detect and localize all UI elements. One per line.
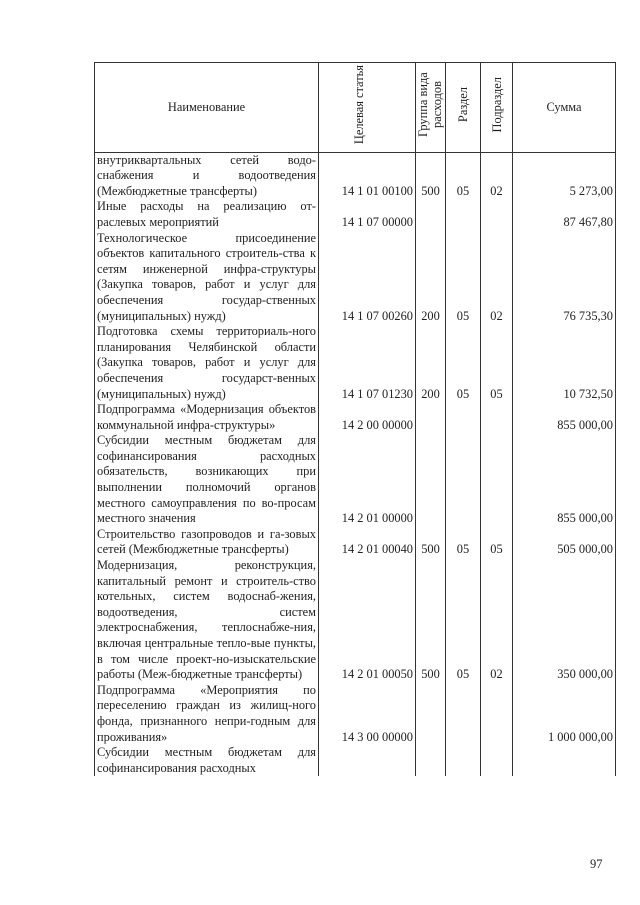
row-subsection: 02 <box>481 558 513 683</box>
budget-table <box>94 62 616 776</box>
row-target-code: 14 1 01 00100 <box>319 152 416 199</box>
row-sum: 5 273,00 <box>513 152 616 199</box>
row-section: 05 <box>446 324 481 402</box>
row-name: Технологическое присоединение объектов капитального строитель-ства к сетям инженерной инфра-структуры (Закупка товаров, работ и услуг для обеспечения государ-ственных (муниципальных) нужд) <box>95 231 319 325</box>
header-target: Целевая статья <box>319 63 416 153</box>
row-section <box>446 433 481 527</box>
row-target-code: 14 2 01 00040 <box>319 527 416 558</box>
row-subsection <box>481 402 513 433</box>
table-row <box>95 527 616 558</box>
header-sum: Сумма <box>513 63 616 153</box>
row-sum <box>513 745 616 776</box>
row-sum: 505 000,00 <box>513 527 616 558</box>
row-sum: 87 467,80 <box>513 199 616 230</box>
row-name: внутриквартальных сетей водо-снабжения и водоотведения (Межбюджетные трансферты) <box>95 152 319 199</box>
row-name: Иные расходы на реализацию от-раслевых мероприятий <box>95 199 319 230</box>
row-group <box>416 433 446 527</box>
row-sum: 855 000,00 <box>513 402 616 433</box>
row-name: Субсидии местным бюджетам для софинансирования расходных обязательств, возникающих при выполнении полномочий органов местного самоуправления по во-просам местного значения <box>95 433 319 527</box>
header-group: Группа вида расходов <box>416 63 446 153</box>
table-header-row <box>95 63 616 153</box>
row-section <box>446 745 481 776</box>
row-group: 200 <box>416 231 446 325</box>
row-target-code <box>319 745 416 776</box>
row-name: Модернизация, реконструкция, капитальный ремонт и строитель-ство котельных, систем водоснаб-жения, водоотведения, систем электроснабжения, теплоснабже-ния, включая центральные тепло-вые пункты, в том числе проект-но-изыскательские работы (Меж-бюджетные трансферты) <box>95 558 319 683</box>
row-sum: 76 735,30 <box>513 231 616 325</box>
row-group: 500 <box>416 527 446 558</box>
row-subsection: 05 <box>481 324 513 402</box>
row-section <box>446 199 481 230</box>
page-number: 97 <box>590 857 603 871</box>
row-subsection: 05 <box>481 527 513 558</box>
row-section <box>446 402 481 433</box>
row-name: Подпрограмма «Модернизация объектов коммунальной инфра-структуры» <box>95 402 319 433</box>
row-subsection <box>481 745 513 776</box>
row-group: 500 <box>416 558 446 683</box>
table-row <box>95 558 616 683</box>
row-section: 05 <box>446 231 481 325</box>
row-subsection <box>481 199 513 230</box>
row-section: 05 <box>446 527 481 558</box>
table-row <box>95 745 616 776</box>
row-subsection: 02 <box>481 231 513 325</box>
row-group: 500 <box>416 152 446 199</box>
row-target-code: 14 2 01 00000 <box>319 433 416 527</box>
row-sum: 1 000 000,00 <box>513 683 616 745</box>
row-group <box>416 199 446 230</box>
header-section: Раздел <box>446 63 481 153</box>
table-row <box>95 231 616 325</box>
row-target-code: 14 1 07 00000 <box>319 199 416 230</box>
row-name: Подпрограмма «Мероприятия по переселению граждан из жилищ-ного фонда, признанного непри-годным для проживания» <box>95 683 319 745</box>
table-row <box>95 402 616 433</box>
row-group: 200 <box>416 324 446 402</box>
table-row <box>95 199 616 230</box>
row-name: Строительство газопроводов и га-зовых сетей (Межбюджетные трансферты) <box>95 527 319 558</box>
row-section: 05 <box>446 558 481 683</box>
header-name: Наименование <box>95 63 319 153</box>
row-target-code: 14 2 01 00050 <box>319 558 416 683</box>
row-target-code: 14 3 00 00000 <box>319 683 416 745</box>
row-group <box>416 745 446 776</box>
row-subsection <box>481 683 513 745</box>
row-name: Подготовка схемы территориаль-ного планирования Челябинской области (Закупка товаров, работ и услуг для обеспечения государст-венных (муниципальных) нужд) <box>95 324 319 402</box>
row-name: Субсидии местным бюджетам для софинансирования расходных <box>95 745 319 776</box>
row-sum: 855 000,00 <box>513 433 616 527</box>
row-subsection <box>481 433 513 527</box>
table-row <box>95 324 616 402</box>
row-target-code: 14 1 07 00260 <box>319 231 416 325</box>
row-target-code: 14 1 07 01230 <box>319 324 416 402</box>
row-section <box>446 683 481 745</box>
row-sum: 350 000,00 <box>513 558 616 683</box>
header-subsection: Подраздел <box>481 63 513 153</box>
row-sum: 10 732,50 <box>513 324 616 402</box>
row-group <box>416 683 446 745</box>
table-row <box>95 683 616 745</box>
row-subsection: 02 <box>481 152 513 199</box>
table-body <box>95 152 616 776</box>
table-row <box>95 433 616 527</box>
row-group <box>416 402 446 433</box>
table-row <box>95 152 616 199</box>
row-section: 05 <box>446 152 481 199</box>
row-target-code: 14 2 00 00000 <box>319 402 416 433</box>
